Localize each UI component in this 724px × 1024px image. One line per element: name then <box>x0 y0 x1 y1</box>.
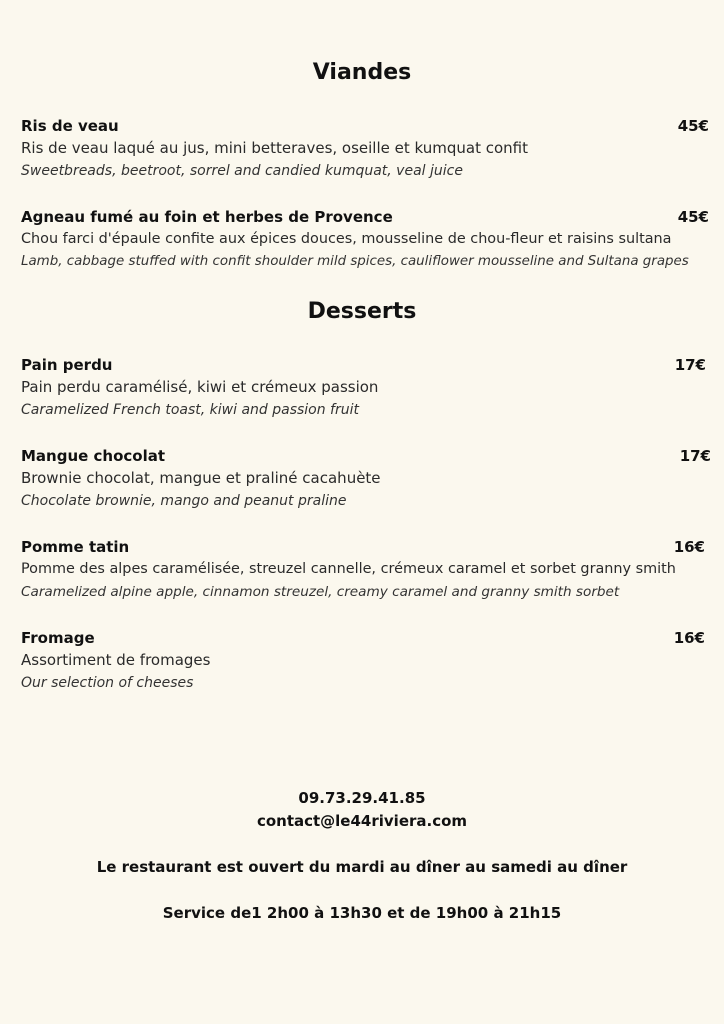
item-description-en: Our selection of cheeses <box>21 675 194 691</box>
item-price: 45€ <box>677 208 709 226</box>
menu-item <box>21 207 711 273</box>
item-description-en: Caramelized alpine apple, cinnamon streuzel, creamy caramel and granny smith sorbet <box>21 584 620 600</box>
menu-item <box>21 116 711 182</box>
section-title-desserts: Desserts <box>307 299 417 324</box>
item-name: Mangue chocolat <box>21 447 166 465</box>
item-description-en: Chocolate brownie, mango and peanut praline <box>21 493 347 509</box>
item-price: 17€ <box>679 447 711 465</box>
item-description-fr: Ris de veau laqué au jus, mini betteraves, oseille et kumquat confit <box>21 139 528 157</box>
item-name: Fromage <box>21 629 95 647</box>
service-hours: Service de1 2h00 à 13h30 et de 19h00 à 21h15 <box>162 904 562 922</box>
item-name: Ris de veau <box>21 117 119 135</box>
item-name: Agneau fumé au foin et herbes de Provence <box>21 208 393 226</box>
menu-item <box>21 537 711 603</box>
item-description-fr: Brownie chocolat, mangue et praliné cacahuète <box>21 469 381 487</box>
item-name: Pomme tatin <box>21 538 130 556</box>
item-price: 16€ <box>673 629 705 647</box>
menu-item <box>21 446 711 512</box>
phone-number[interactable]: 09.73.29.41.85 <box>298 789 426 807</box>
item-description-en: Sweetbreads, beetroot, sorrel and candied kumquat, veal juice <box>21 163 463 179</box>
item-description-en: Caramelized French toast, kiwi and passion fruit <box>21 402 359 418</box>
menu-item <box>21 628 711 694</box>
contact-email[interactable]: contact@le44riviera.com <box>256 812 468 830</box>
item-price: 17€ <box>674 356 706 374</box>
menu-item <box>21 355 711 421</box>
item-description-fr: Pain perdu caramélisé, kiwi et crémeux passion <box>21 378 379 396</box>
item-price: 45€ <box>677 117 709 135</box>
item-description-fr: Chou farci d'épaule confite aux épices douces, mousseline de chou-fleur et raisins sultana <box>21 231 672 247</box>
opening-hours: Le restaurant est ouvert du mardi au dîner au samedi au dîner <box>96 858 628 876</box>
item-description-fr: Assortiment de fromages <box>21 651 211 669</box>
item-name: Pain perdu <box>21 356 113 374</box>
item-description-en: Lamb, cabbage stuffed with confit shoulder mild spices, cauliflower mousseline and Sultana grapes <box>21 254 689 269</box>
section-title-viandes: Viandes <box>312 60 412 85</box>
item-price: 16€ <box>673 538 705 556</box>
item-description-fr: Pomme des alpes caramélisée, streuzel cannelle, crémeux caramel et sorbet granny smith <box>21 561 676 577</box>
